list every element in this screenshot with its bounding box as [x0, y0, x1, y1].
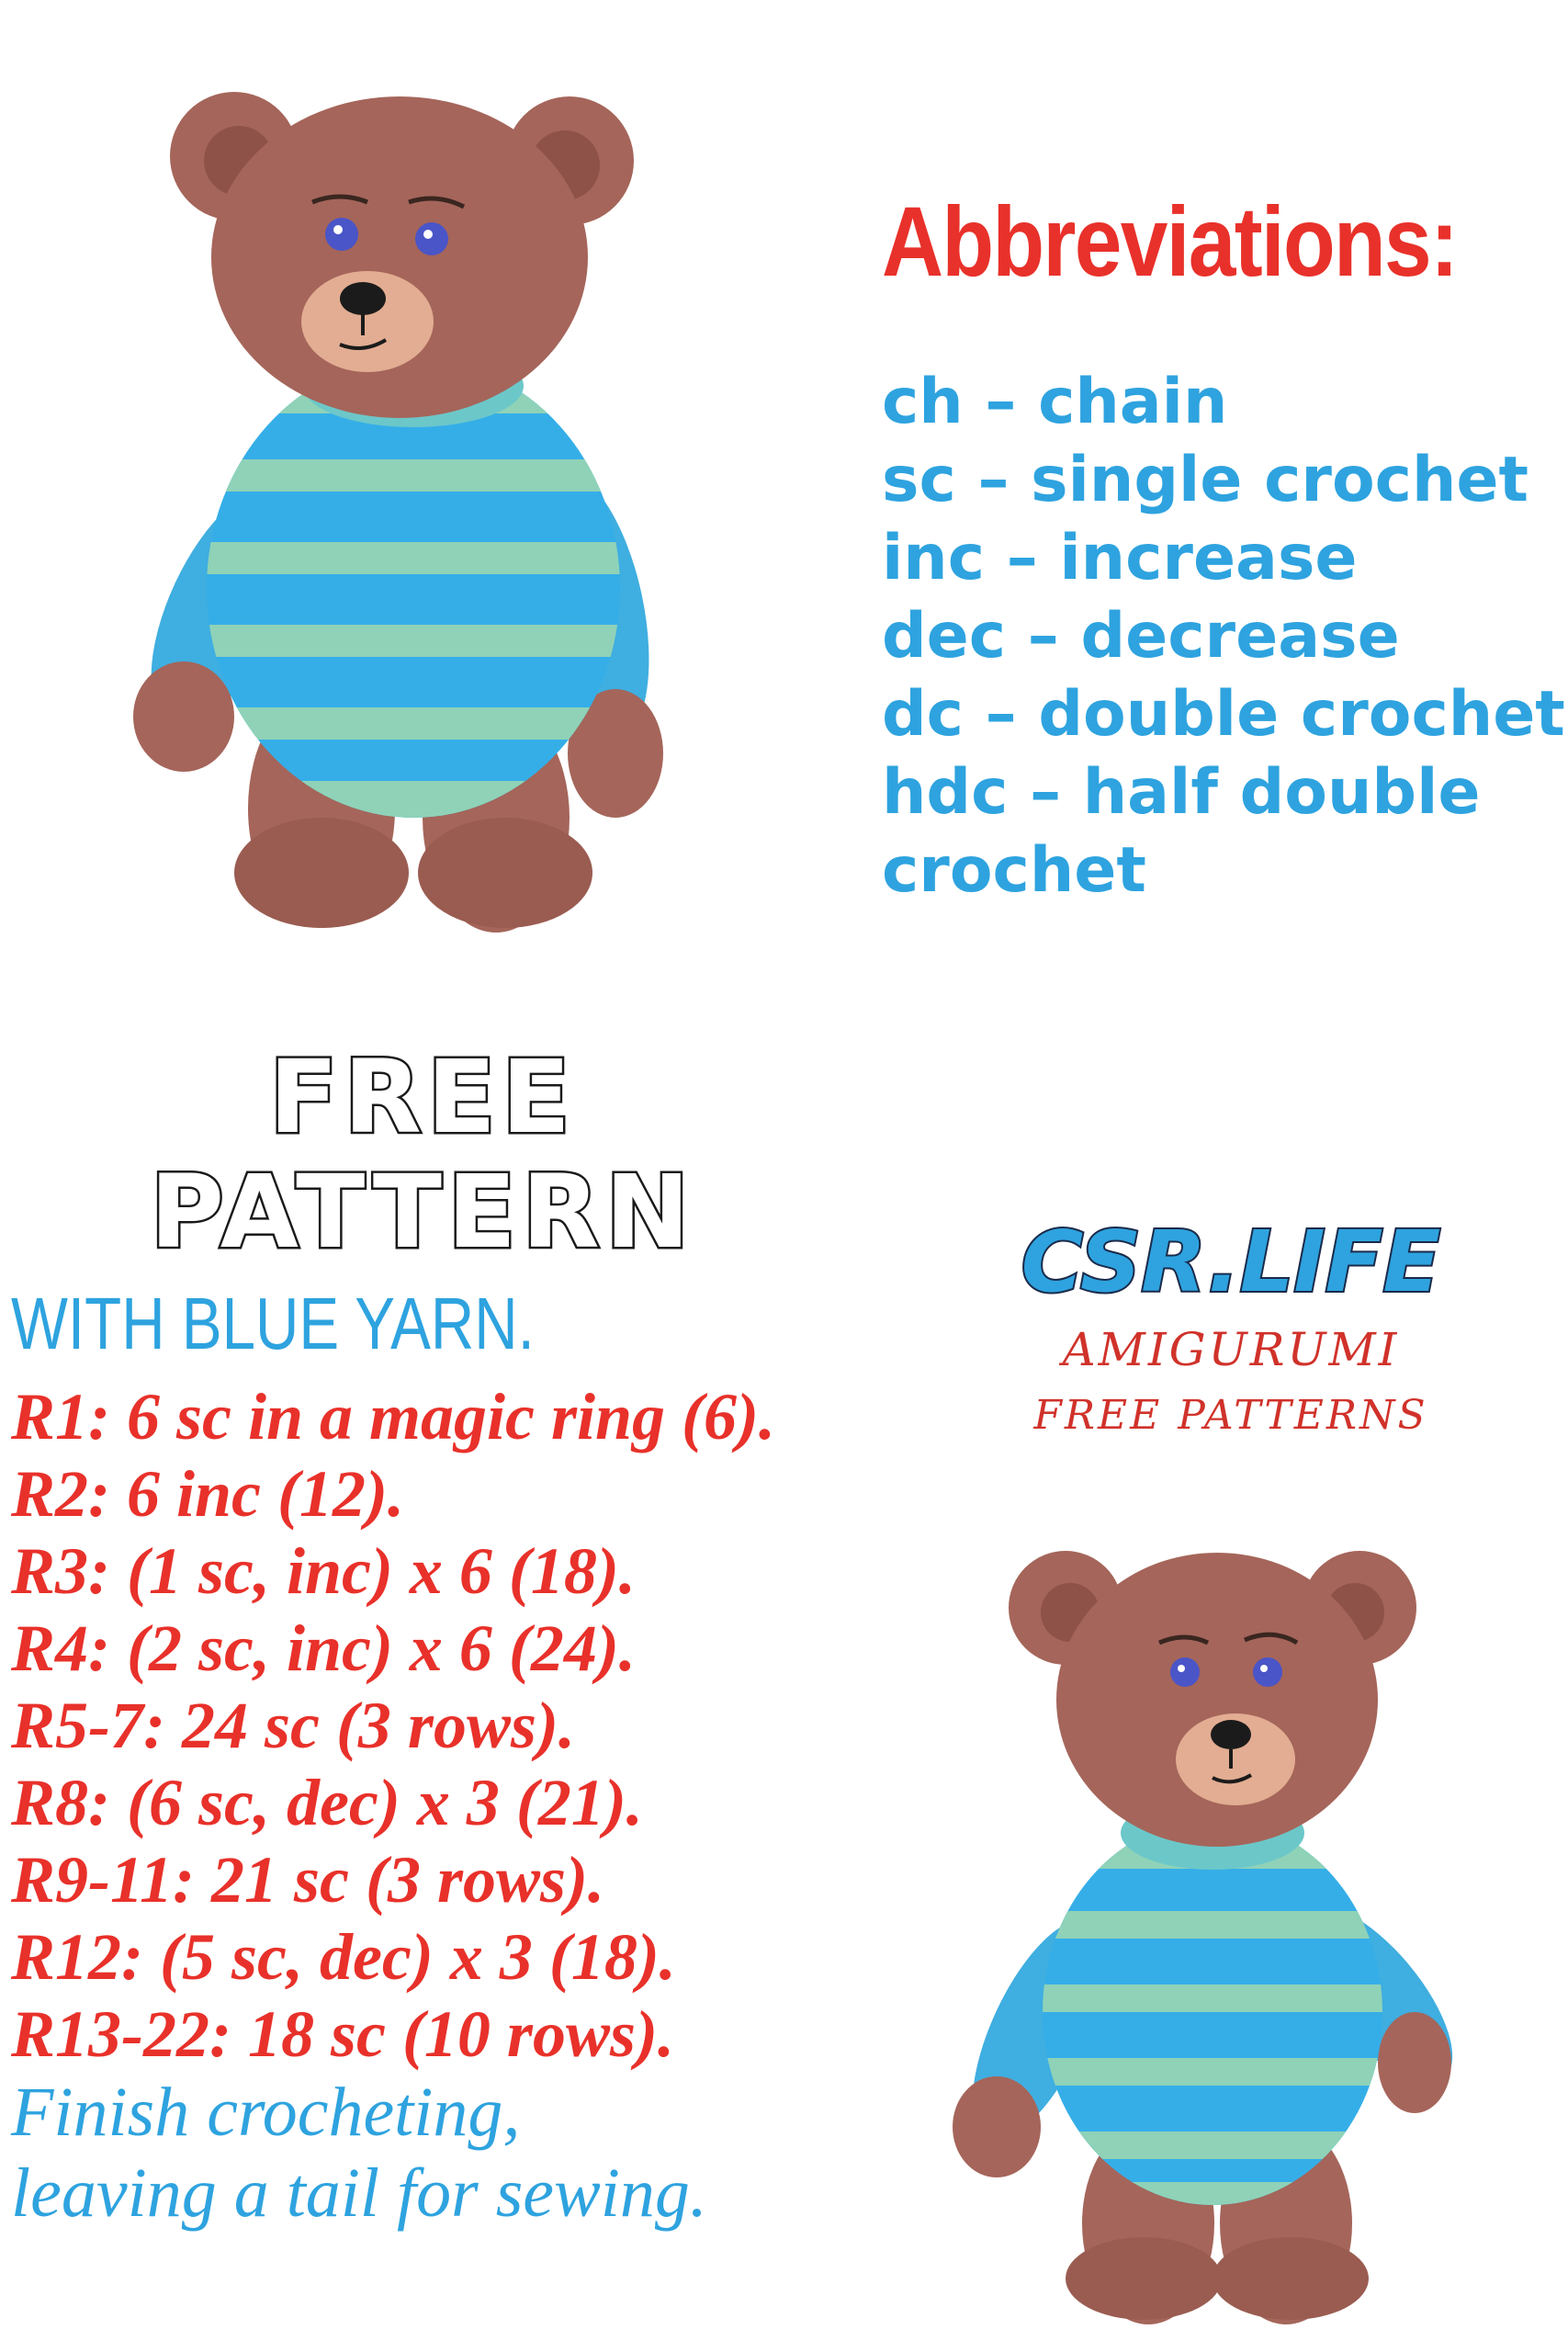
pattern-row: R13-22: 18 sc (10 rows).: [11, 1997, 674, 2071]
bear-paw: [953, 2076, 1041, 2177]
pattern-heading: WITH BLUE YARN.: [11, 1283, 535, 1364]
pattern-row: R3: (1 sc, inc) x 6 (18).: [11, 1534, 636, 1608]
bear-head: [211, 96, 588, 418]
bear-eye: [325, 218, 358, 251]
bear-foot: [234, 818, 409, 928]
bear-foot: [1213, 2237, 1369, 2320]
pattern-row: R1: 6 sc in a magic ring (6).: [11, 1380, 776, 1453]
pattern-row: R9-11: 21 sc (3 rows).: [11, 1843, 604, 1917]
bear-nose: [1211, 1720, 1251, 1749]
bear-eye-shine: [333, 225, 343, 234]
brand-tagline-1: AMIGURUMI: [1062, 1323, 1400, 1376]
brand-tagline-2: FREE PATTERNS: [1033, 1392, 1428, 1439]
abbreviation-item: crochet: [882, 834, 1146, 907]
bear-paw: [133, 662, 234, 772]
abbreviation-item: dc – double crochet: [882, 678, 1565, 751]
abbreviation-item: sc – single crochet: [882, 444, 1529, 516]
abbreviations-title: Abbreviations:: [882, 186, 1458, 297]
finish-line: Finish crocheting,: [11, 2074, 521, 2151]
pattern-row: R2: 6 inc (12).: [11, 1457, 404, 1531]
abbreviation-item: ch – chain: [882, 366, 1228, 438]
pattern-rows: [11, 1378, 838, 2073]
pattern-row: R8: (6 sc, dec) x 3 (21).: [11, 1766, 643, 1839]
pattern-row: R4: (2 sc, inc) x 6 (24).: [11, 1611, 636, 1685]
bear-eye: [415, 222, 448, 255]
pattern-finish-note: [11, 2072, 707, 2233]
bear-eye: [1170, 1657, 1200, 1687]
bear-eye-shine: [1178, 1665, 1185, 1672]
pattern-row: R12: (5 sc, dec) x 3 (18).: [11, 1920, 676, 1994]
bear-foot: [1066, 2237, 1222, 2320]
finish-line: leaving a tail for sewing.: [11, 2154, 707, 2232]
abbreviation-item: hdc – half double: [882, 756, 1481, 829]
bear-foot: [418, 818, 592, 928]
bear-eye-shine: [423, 230, 433, 239]
abbreviation-item: inc – increase: [882, 522, 1358, 594]
brand-logo: CSR.LIFE: [1021, 1213, 1441, 1311]
bear-eye-shine: [1260, 1665, 1268, 1672]
pattern-row: R5-7: 24 sc (3 rows).: [11, 1689, 575, 1762]
abbreviations-list: [882, 363, 1565, 910]
bear-photo-bottom: [955, 1516, 1470, 2324]
bear-photo-top: [138, 74, 689, 928]
bear-nose: [340, 282, 386, 315]
bear-eye: [1253, 1657, 1282, 1687]
headline-free: FREE: [268, 1038, 577, 1156]
bear-paw: [1378, 2012, 1451, 2113]
headline-pattern: PATTERN: [150, 1153, 695, 1271]
abbreviation-item: dec – decrease: [882, 600, 1400, 673]
bear-sweater: [1038, 1810, 1387, 2214]
